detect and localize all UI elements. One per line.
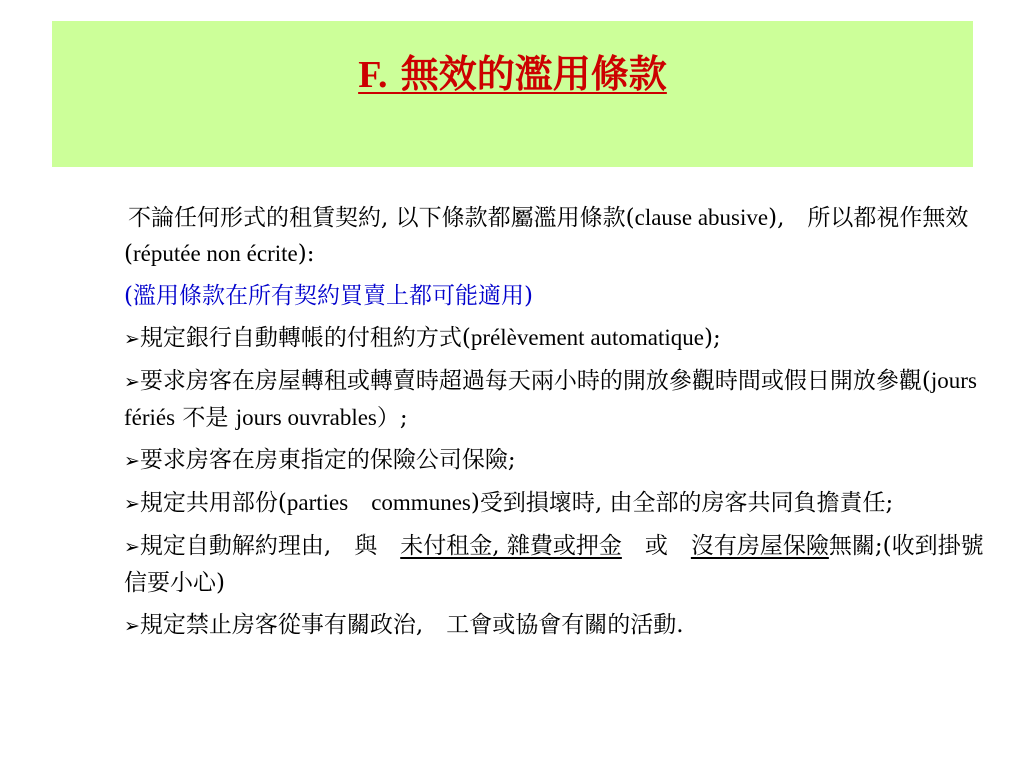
arrow-bullet-icon: ➢ [124, 450, 140, 472]
bullet-5-text-1: 規定自動解約理由, 與 [139, 533, 401, 559]
title-prefix: F. [358, 54, 388, 96]
title-main: 無效的濫用條款 [400, 51, 667, 96]
arrow-bullet-icon: ➢ [124, 371, 140, 393]
bullet-5-text-2: 無關;(收到掛號信要小心) [124, 533, 984, 596]
bullet-4-term: parties communes [286, 490, 471, 515]
bullet-2-tail: ）; [376, 405, 408, 431]
bullet-1-text: 規定銀行自動轉帳的付租約方式( [139, 325, 471, 351]
arrow-bullet-icon: ➢ [124, 328, 140, 350]
arrow-bullet-icon: ➢ [124, 493, 140, 515]
arrow-bullet-icon: ➢ [124, 615, 140, 637]
bullet-5-underlined-2: 沒有房屋保險 [690, 533, 829, 559]
note-text: (濫用條款在所有契約買賣上都可能適用) [124, 283, 533, 309]
bullet-6-text: 規定禁止房客從事有關政治, 工會或協會有關的活動. [139, 612, 684, 638]
bullet-2-term-1: jours fériés [124, 368, 977, 430]
intro-text-3: ): [297, 241, 315, 267]
title-banner [52, 21, 973, 167]
bullet-4-text-1: 規定共用部份( [139, 490, 287, 516]
intro-text-2: ), 所以都視作無效( [124, 205, 969, 267]
slide-title [52, 51, 973, 98]
bullet-item-5 [124, 528, 990, 601]
bullet-1-tail: ); [704, 325, 721, 351]
arrow-bullet-icon: ➢ [124, 536, 140, 558]
bullet-item-4 [124, 485, 990, 522]
bullet-item-3 [124, 442, 990, 479]
intro-term-reputee: réputée non écrite [132, 241, 298, 266]
bullet-item-1 [124, 320, 990, 357]
bullet-item-6 [124, 607, 990, 644]
note-paragraph [124, 278, 990, 314]
bullet-5-underlined-1: 未付租金, 雜費或押金 [400, 533, 622, 559]
bullet-4-text-2: )受到損壞時, 由全部的房客共同負擔責任; [470, 490, 894, 516]
bullet-item-2 [124, 363, 990, 436]
bullet-2-mid: 不是 [175, 405, 236, 431]
intro-paragraph [124, 200, 990, 272]
intro-text-1: 不論任何形式的租賃契約, 以下條款都屬濫用條款( [128, 205, 635, 231]
intro-term-clause-abusive: clause abusive [634, 205, 769, 230]
bullet-2-text: 要求房客在房屋轉租或轉賣時超過每天兩小時的開放參觀時間或假日開放參觀( [139, 368, 931, 394]
bullet-2-term-2: jours ouvrables [235, 405, 377, 430]
bullet-5-mid: 或 [621, 533, 691, 559]
slide-body [124, 200, 990, 644]
bullet-1-term: prélèvement automatique [470, 325, 705, 350]
bullet-3-text: 要求房客在房東指定的保險公司保險; [139, 447, 516, 473]
